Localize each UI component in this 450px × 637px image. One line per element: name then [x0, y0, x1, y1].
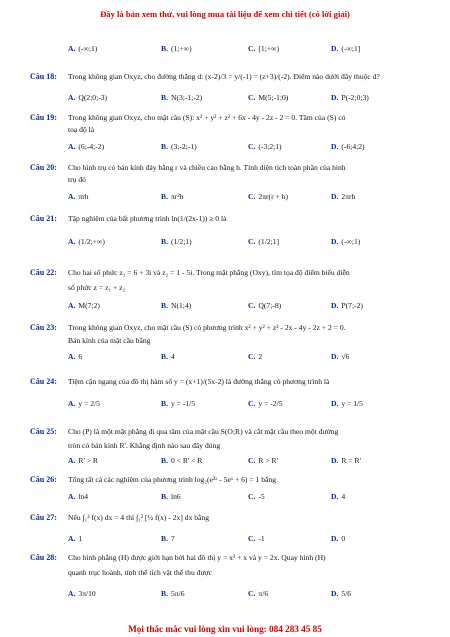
option-text: (-∞;1]	[341, 44, 361, 53]
question-text: Bán kính của mặt cầu bằng	[68, 336, 151, 345]
option-b: B. 7	[161, 534, 175, 543]
question-number: Câu 20:	[30, 163, 57, 172]
option-d	[331, 44, 360, 53]
option-a: A. ln4	[68, 492, 89, 501]
option-c: C. π/6	[248, 589, 269, 598]
option-c: C. (-3;2;1)	[248, 142, 282, 151]
question-text: quanh trục hoành, tính thể tích vật thể thu được	[68, 568, 212, 577]
option-d: D. (-∞;1)	[331, 237, 361, 246]
option-text: (1;+∞)	[170, 44, 192, 53]
option-c: C. -1	[248, 534, 265, 543]
contact-footer: Mọi thắc mắc vui lòng xin vui lòng: 084 283 45 85	[128, 624, 322, 634]
option-d: D. 4	[331, 492, 346, 501]
option-d: D. (-6;4;2)	[331, 142, 365, 151]
option-a: A. 1	[68, 534, 83, 543]
question-text: Tiệm cận ngang của đồ thị hàm số y = (x+1)/(5x-2) là đường thẳng có phương trình là	[68, 377, 330, 386]
option-c: C. 2	[248, 352, 263, 361]
question-text: Tổng tất cả các nghiệm của phương trình log₂(e²ˣ - 5eˣ + 6) = 1 bằng	[68, 475, 276, 484]
option-a: A. (1/2;+∞)	[68, 237, 105, 246]
option-label: B.	[161, 44, 168, 53]
option-text: [1;+∞)	[258, 44, 280, 53]
option-c: C. y = -2/5	[248, 399, 283, 408]
option-a: A. R' > R	[68, 456, 98, 465]
question-number: Câu 21:	[30, 214, 57, 223]
question-text: số phức z = z₁ + z₂	[68, 283, 126, 292]
option-label: D.	[331, 44, 339, 53]
option-a	[68, 44, 97, 53]
option-d: D. y = 1/5	[331, 399, 363, 408]
question-number: Câu 23:	[30, 323, 57, 332]
option-c: C. 2πr(r + h)	[248, 192, 289, 201]
option-c	[248, 44, 279, 53]
option-b	[161, 44, 192, 53]
question-text: Cho hai số phức z₁ = 6 + 3i và z₂ = 1 - 5i. Trong mặt phẳng (Oxy), tìm tọa độ điểm biểu diễn	[68, 268, 350, 277]
option-a: A. 6	[68, 352, 83, 361]
option-d: D. P(7;-2)	[331, 301, 363, 310]
option-b: B. 5π/6	[161, 589, 185, 598]
question-text: Trong không gian Oxyz, cho đường thẳng d: (x-2)/3 = y/(-1) = (z+3)/(-2). Điểm nào dưới đây thuộc d?	[68, 72, 380, 81]
question-text: Trong không gian Oxyz, cho mặt cầu (S) có phương trình x² + y² + z² - 2x - 4y - 2z + 2 = 0.	[68, 323, 346, 332]
option-b: B. N(3;-1;-2)	[161, 93, 203, 102]
option-a: A. y = 2/5	[68, 399, 100, 408]
option-b: B. y = -1/5	[161, 399, 196, 408]
question-text: Cho hình trụ có bán kính đáy bằng r và chiều cao bằng h. Tính diện tích toàn phần của hình	[68, 163, 346, 172]
question-number: Câu 22:	[30, 268, 57, 277]
option-b: B. (3;-2;-1)	[161, 142, 197, 151]
option-b: B. πr²h	[161, 192, 184, 201]
option-c: C. Q(7;-8)	[248, 301, 282, 310]
question-number: Câu 27:	[30, 513, 57, 522]
option-a: A. 3π/10	[68, 589, 96, 598]
option-d: D. 2πrh	[331, 192, 356, 201]
question-text: Cho hình phẳng (H) được giới hạn bởi hai đồ thị y = x² + x và y = 2x. Quay hình (H)	[68, 553, 326, 562]
question-number: Câu 26:	[30, 475, 57, 484]
option-b: B. N(1;4)	[161, 301, 192, 310]
option-b: B. 4	[161, 352, 175, 361]
option-a: A. πrh	[68, 192, 89, 201]
option-b: B. ln6	[161, 492, 181, 501]
option-text: (-∞;1)	[78, 44, 98, 53]
option-label: C.	[248, 44, 256, 53]
question-text: Cho (P) là một mặt phẳng đi qua tâm của mặt cầu S(O;R) và cắt mặt cầu theo một đường	[68, 427, 339, 436]
option-c: C. -5	[248, 492, 265, 501]
option-a: A. (6;-4;-2)	[68, 142, 105, 151]
question-number: Câu 18:	[30, 72, 57, 81]
question-number: Câu 24:	[30, 377, 57, 386]
option-d: D. R = R'	[331, 456, 361, 465]
question-text: tròn có bán kính R'. Khẳng định nào sau đây đúng	[68, 441, 221, 450]
option-d: D. √6	[331, 352, 350, 361]
question-text: Tập nghiệm của bất phương trình ln(1/(2x-1)) ≥ 0 là	[68, 214, 227, 223]
preview-notice-banner: Đây là bản xem thử, vui lòng mua tài liệu để xem chi tiết (có lời giải)	[100, 9, 350, 19]
option-c: C. (1/2;1]	[248, 237, 280, 246]
option-b: B. 0 < R' < R	[161, 456, 203, 465]
question-text: trụ đó	[68, 175, 86, 184]
option-a: A. M(7;2)	[68, 301, 100, 310]
option-c: C. R > R'	[248, 456, 278, 465]
question-text: Nếu ∫₁² f(x) dx = 4 thì ∫₁² [½ f(x) - 2x] dx bằng	[68, 513, 210, 522]
question-text: Trong không gian Oxyz, cho mặt cầu (S): x² + y² + z² + 6x - 4y - 2z - 2 = 0. Tâm của (S) có	[68, 113, 346, 122]
option-d: D. 5/6	[331, 589, 352, 598]
question-number: Câu 19:	[30, 113, 57, 122]
option-d: D. P(-2;0;3)	[331, 93, 369, 102]
option-d: D. 0	[331, 534, 346, 543]
option-c: C. M(5;-1;0)	[248, 93, 289, 102]
question-text: toạ độ là	[68, 125, 95, 134]
option-b: B. (1/2;1)	[161, 237, 192, 246]
question-number: Câu 28:	[30, 553, 57, 562]
option-a: A. Q(2;0;-3)	[68, 93, 108, 102]
question-number: Câu 25:	[30, 427, 57, 436]
option-label: A.	[68, 44, 76, 53]
